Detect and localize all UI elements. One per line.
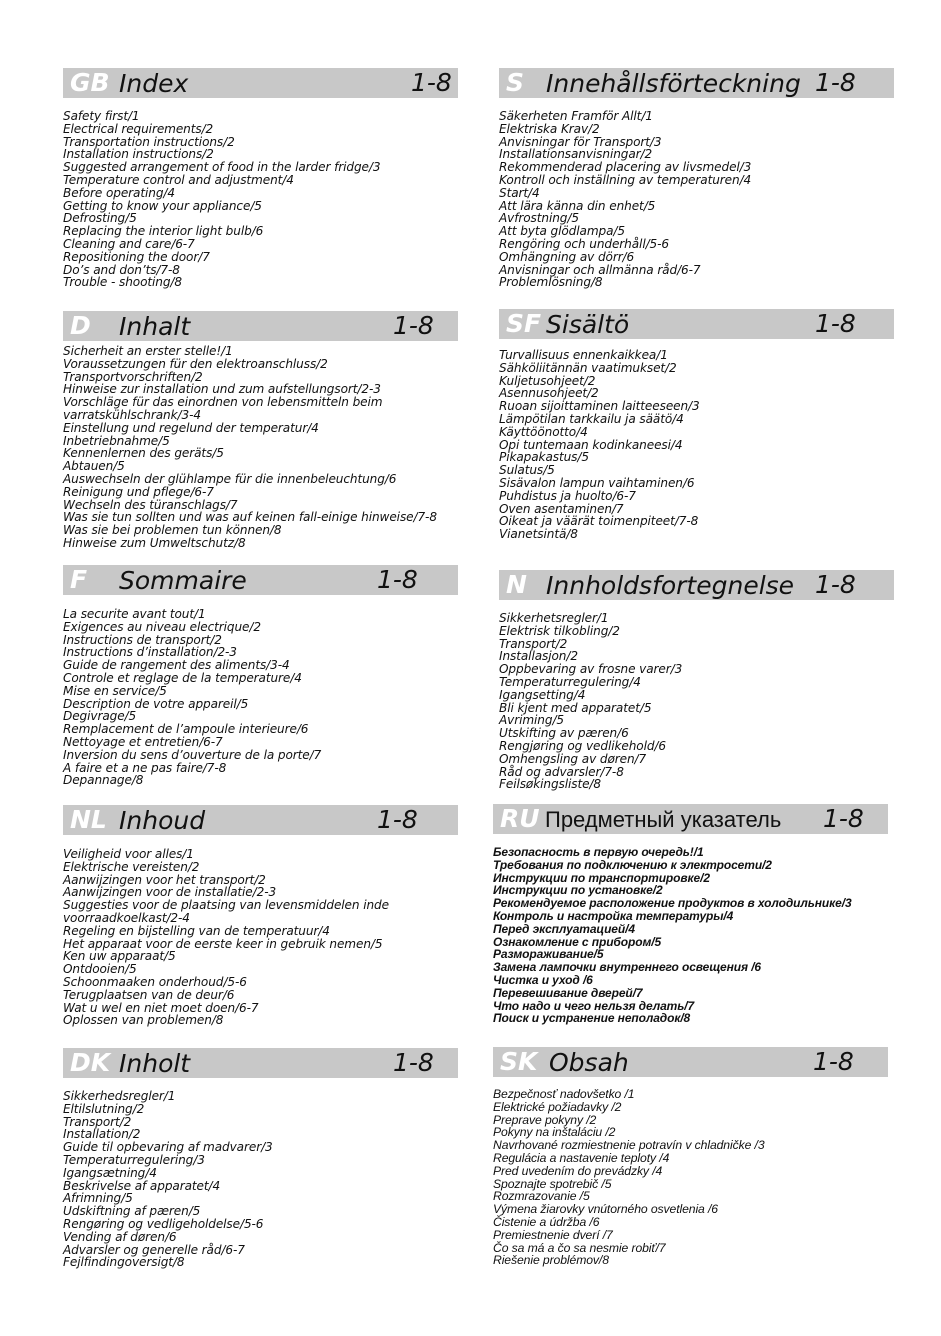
language-code: SK	[500, 1047, 538, 1076]
toc-list	[493, 846, 888, 1025]
page-range: 1-8	[377, 565, 418, 594]
toc-item: Bli kjent med apparatet/5	[499, 700, 652, 715]
toc-item: Description de votre appareil/5	[63, 696, 249, 711]
toc-item: Remplacement de l’ampoule interieure/6	[63, 722, 309, 737]
toc-item: Aanwijzingen voor de installatie/2-3	[63, 885, 277, 900]
toc-item: Kuljetusohjeet/2	[499, 373, 596, 388]
section-sk	[493, 1047, 888, 1267]
toc-item: Vending af døren/6	[63, 1229, 177, 1244]
toc-item: Размораживание/5	[493, 947, 604, 962]
toc-item: Nettoyage et entretien/6-7	[63, 734, 223, 749]
toc-item: Anvisningar för Transport/3	[499, 134, 662, 149]
toc-item: Beskrivelse af apparatet/4	[63, 1178, 221, 1193]
toc-item: Defrosting/5	[63, 211, 137, 226]
toc-item: Auswechseln der glühlampe für die innenbeleuchtung/6	[63, 471, 397, 486]
toc-item: Suggested arrangement of food in the larder fridge/3	[63, 160, 381, 175]
section-header	[63, 311, 458, 341]
toc-item: Bezpečnosť nadovšetko /1	[493, 1087, 635, 1101]
toc-item: Oppbevaring av frosne varer/3	[499, 662, 683, 677]
toc-item: Installasjon/2	[499, 649, 578, 664]
toc-list	[499, 612, 894, 791]
toc-item: Start/4	[499, 185, 540, 200]
toc-item: Rengjøring og vedlikehold/6	[499, 738, 666, 753]
toc-item: Navrhované rozmiestnenie potravín v chladničke /3	[493, 1138, 765, 1153]
toc-item: Rozmrazovanie /5	[493, 1189, 590, 1204]
toc-item: Degivrage/5	[63, 709, 137, 724]
section-dk	[63, 1048, 458, 1269]
toc-item: Vianetsintä/8	[499, 527, 578, 542]
toc-item: Säkerheten Framför Allt/1	[499, 109, 653, 123]
toc-item: Pikapakastus/5	[499, 450, 589, 465]
toc-item: Cleaning and care/6-7	[63, 236, 195, 251]
toc-list	[63, 1090, 458, 1269]
section-s	[499, 68, 894, 289]
toc-item: Sähköliitännän vaatimukset/2	[499, 360, 677, 375]
toc-item: Afrimning/5	[63, 1191, 133, 1206]
section-d	[63, 311, 458, 550]
toc-item: Udskiftning af pæren/5	[63, 1204, 201, 1219]
toc-item: Suggesties voor de plaatsing van levensmiddelen inde	[63, 898, 389, 913]
toc-item: Temperaturregulering/4	[499, 674, 641, 689]
toc-item: Transport/2	[63, 1114, 132, 1129]
toc-item: Замена лампочки внутреннего освещения /6	[493, 960, 762, 975]
page-range: 1-8	[815, 309, 856, 338]
toc-item: Transport/2	[499, 636, 568, 651]
toc-item: Elektrické požiadavky /2	[493, 1099, 622, 1114]
toc-list	[499, 110, 894, 289]
section-header	[499, 570, 894, 600]
toc-item: Oplossen van problemen/8	[63, 1013, 224, 1028]
toc-item: Schoonmaaken onderhoud/5-6	[63, 974, 247, 989]
toc-item: Riešenie problémov/8	[493, 1253, 609, 1268]
toc-item: Kennenlernen des geräts/5	[63, 446, 224, 461]
toc-item: Was sie bei problemen tun können/8	[63, 523, 282, 538]
toc-item: Omhängning av dörr/6	[499, 249, 635, 264]
toc-item: Hinweise zur installation und zum aufstellungsort/2-3	[63, 382, 381, 397]
section-header	[493, 1047, 888, 1077]
toc-item: Что надо и чего нельзя делать/7	[493, 998, 695, 1013]
toc-item: Pokyny na inštaláciu /2	[493, 1125, 616, 1140]
section-title: Inhalt	[119, 312, 191, 341]
toc-item: Terugplaatsen van de deur/6	[63, 987, 235, 1002]
section-nl	[63, 805, 458, 1027]
page-range: 1-8	[393, 1048, 434, 1077]
toc-item: Att lära känna din enhet/5	[499, 198, 656, 213]
toc-item: Чистка и уход /6	[493, 972, 593, 987]
toc-item: Wechseln des türanschlags/7	[63, 497, 238, 512]
toc-item: Rengöring och underhåll/5-6	[499, 236, 670, 251]
toc-item: Требования по подключению к электросети/2	[493, 857, 772, 872]
toc-item: Перевешивание дверей/7	[493, 985, 643, 1000]
toc-item: Controle et reglage de la temperature/4	[63, 670, 302, 685]
toc-item: Replacing the interior light bulb/6	[63, 224, 264, 239]
toc-item: La securite avant tout/1	[63, 607, 206, 621]
toc-item: Asennusohjeet/2	[499, 386, 599, 401]
toc-item: Elektrisk tilkobling/2	[499, 623, 620, 638]
toc-item: Elektrische vereisten/2	[63, 859, 200, 874]
language-code: NL	[70, 805, 107, 834]
section-title: Inholt	[119, 1049, 191, 1078]
toc-item: Čo sa má a čo sa nesmie robiť/7	[493, 1240, 666, 1255]
toc-item: Rekommenderad placering av livsmedel/3	[499, 160, 752, 175]
section-title: Inhoud	[119, 806, 206, 835]
toc-item: varratskühlschrank/3-4	[63, 407, 201, 422]
language-code: SF	[506, 309, 542, 338]
toc-item: Sicherheit an erster stelle!/1	[63, 344, 233, 358]
toc-item: Inversion du sens d’ouverture de la porte/7	[63, 747, 322, 762]
toc-item: Eltilslutning/2	[63, 1101, 145, 1116]
section-title: Sommaire	[119, 566, 247, 595]
toc-item: Igangsætning/4	[63, 1165, 157, 1180]
language-code: N	[506, 570, 527, 599]
toc-item: Výmena žiarovky vnútorného osvetlenia /6	[493, 1202, 718, 1217]
toc-item: Omhengsling av døren/7	[499, 751, 647, 766]
toc-item: Перед эксплуатацией/4	[493, 921, 635, 936]
section-header	[63, 1048, 458, 1078]
toc-list	[63, 345, 458, 550]
toc-item: Trouble - shooting/8	[63, 275, 182, 290]
section-header	[63, 805, 458, 835]
toc-list	[63, 110, 458, 289]
toc-item: Transportation instructions/2	[63, 134, 235, 149]
toc-item: Wat u wel en niet moet doen/6-7	[63, 1000, 259, 1015]
toc-item: A faire et a ne pas faire/7-8	[63, 760, 227, 775]
toc-item: Einstellung und regelund der temperatur/4	[63, 420, 319, 435]
page-range: 1-8	[393, 311, 434, 340]
toc-item: voorraadkoelkast/2-4	[63, 910, 190, 925]
toc-item: Do’s and don’ts/7-8	[63, 262, 180, 277]
language-code: GB	[70, 68, 110, 97]
toc-item: Utskifting av pæren/6	[499, 726, 629, 741]
toc-item: Elektriska Krav/2	[499, 121, 600, 136]
toc-item: Mise en service/5	[63, 683, 167, 698]
toc-item: Puhdistus ja huolto/6-7	[499, 488, 636, 503]
toc-item: Čistenie a údržba /6	[493, 1214, 600, 1229]
toc-item: Guide til opbevaring af madvarer/3	[63, 1140, 273, 1155]
toc-item: Regulácia a nastavenie teploty /4	[493, 1150, 670, 1165]
toc-item: Preprave pokyny /2	[493, 1112, 597, 1127]
language-code: S	[506, 68, 525, 97]
toc-item: Lämpötilan tarkkailu ja säätö/4	[499, 411, 684, 426]
page-range: 1-8	[411, 68, 452, 97]
section-title: Предметный указатель	[545, 807, 782, 832]
toc-item: Igangsetting/4	[499, 687, 586, 702]
toc-item: Sulatus/5	[499, 463, 555, 478]
toc-item: Инструкции по установке/2	[493, 883, 663, 898]
toc-item: Voraussetzungen für den elektroanschluss/2	[63, 356, 328, 371]
toc-item: Ontdooien/5	[63, 962, 137, 977]
toc-item: Electrical requirements/2	[63, 121, 214, 136]
toc-item: Turvallisuus ennenkaikkea/1	[499, 348, 668, 362]
toc-item: Инструкции по транспортировке/2	[493, 870, 710, 885]
toc-item: Безопасность в первую очередь!/1	[493, 845, 704, 859]
page-range: 1-8	[823, 804, 864, 833]
toc-item: Installationsanvisningar/2	[499, 147, 653, 162]
section-title: Index	[119, 69, 189, 98]
toc-list	[499, 349, 894, 541]
toc-item: Safety first/1	[63, 109, 140, 123]
page-range: 1-8	[813, 1047, 854, 1076]
toc-item: Exigences au niveau electrique/2	[63, 619, 261, 634]
toc-item: Контроль и настройка температуры/4	[493, 908, 734, 923]
section-header	[499, 309, 894, 339]
toc-item: Inbetriebnahme/5	[63, 433, 170, 448]
toc-item: Oven asentaminen/7	[499, 501, 624, 516]
section-header	[63, 565, 458, 595]
toc-item: Fejlfindingoversigt/8	[63, 1255, 185, 1270]
toc-item: Instructions d’installation/2-3	[63, 645, 237, 660]
section-title: Innholdsfortegnelse	[546, 571, 795, 600]
toc-item: Поиск и устранение неполадок/8	[493, 1011, 691, 1026]
language-code: DK	[70, 1048, 111, 1077]
language-code: RU	[500, 804, 540, 833]
toc-item: Guide de rangement des aliments/3-4	[63, 658, 290, 673]
section-gb	[63, 68, 458, 289]
toc-item: Before operating/4	[63, 185, 175, 200]
section-ru	[493, 804, 888, 1025]
toc-item: Anvisningar och allmänna råd/6-7	[499, 262, 701, 277]
section-title: Innehållsförteckning	[546, 69, 801, 98]
section-header	[499, 68, 894, 98]
toc-item: Avfrostning/5	[499, 211, 579, 226]
toc-item: Råd og advarsler/7-8	[499, 764, 624, 779]
toc-item: Was sie tun sollten und was auf keinen fall-einige hinweise/7-8	[63, 510, 437, 525]
toc-item: Depannage/8	[63, 773, 144, 788]
toc-item: Abtauen/5	[63, 459, 125, 474]
toc-item: Att byta glödlampa/5	[499, 224, 625, 239]
toc-item: Hinweise zum Umweltschutz/8	[63, 535, 246, 550]
section-n	[499, 570, 894, 791]
language-code: D	[70, 311, 91, 340]
toc-item: Transportvorschriften/2	[63, 369, 203, 384]
toc-item: Problemlösning/8	[499, 275, 603, 290]
toc-item: Advarsler og generelle råd/6-7	[63, 1242, 245, 1257]
toc-item: Reinigung und pflege/6-7	[63, 484, 214, 499]
section-header	[63, 68, 458, 98]
section-f	[63, 565, 458, 787]
toc-item: Sikkerhetsregler/1	[499, 611, 609, 625]
page-range: 1-8	[377, 805, 418, 834]
toc-item: Opi tuntemaan kodinkaneesi/4	[499, 437, 683, 452]
language-code: F	[70, 565, 88, 594]
toc-item: Aanwijzingen voor het transport/2	[63, 872, 266, 887]
toc-item: Рекомендуемое расположение продуктов в холодильнике/3	[493, 896, 852, 911]
toc-item: Installation instructions/2	[63, 147, 214, 162]
toc-item: Temperaturregulering/3	[63, 1152, 205, 1167]
toc-item: Ruoan sijoittaminen laitteeseen/3	[499, 399, 700, 414]
toc-list	[63, 848, 458, 1027]
toc-item: Installation/2	[63, 1127, 141, 1142]
toc-item: Repositioning the door/7	[63, 249, 210, 264]
toc-item: Sikkerhedsregler/1	[63, 1089, 176, 1103]
section-header	[493, 804, 888, 834]
toc-item: Instructions de transport/2	[63, 632, 222, 647]
toc-item: Oikeat ja väärät toimenpiteet/7-8	[499, 514, 699, 529]
toc-item: Spoznajte spotrebič /5	[493, 1176, 612, 1191]
section-sf	[499, 309, 894, 541]
toc-list	[63, 608, 458, 787]
toc-item: Pred uvedením do prevádzky /4	[493, 1163, 663, 1178]
toc-item: Veiligheid voor alles/1	[63, 847, 194, 861]
toc-item: Vorschläge für das einordnen von lebensmitteln beim	[63, 395, 383, 410]
page-range: 1-8	[815, 570, 856, 599]
toc-item: Avriming/5	[499, 713, 565, 728]
toc-item: Rengøring og vedligeholdelse/5-6	[63, 1216, 264, 1231]
page-range: 1-8	[815, 68, 856, 97]
toc-list	[493, 1088, 888, 1267]
toc-item: Kontroll och inställning av temperaturen/4	[499, 172, 752, 187]
toc-item: Ознакомление с прибором/5	[493, 934, 662, 949]
section-title: Sisältö	[546, 310, 630, 339]
toc-item: Sisävalon lampun vaihtaminen/6	[499, 475, 695, 490]
toc-item: Regeling en bijstelling van de temperatuur/4	[63, 923, 330, 938]
toc-item: Käyttöönotto/4	[499, 424, 588, 439]
toc-item: Premiestnenie dverí /7	[493, 1227, 613, 1242]
toc-item: Getting to know your appliance/5	[63, 198, 262, 213]
toc-item: Temperature control and adjustment/4	[63, 172, 294, 187]
toc-item: Ken uw apparaat/5	[63, 949, 176, 964]
toc-item: Feilsøkingsliste/8	[499, 777, 601, 792]
section-title: Obsah	[549, 1048, 629, 1077]
toc-item: Het apparaat voor de eerste keer in gebruik nemen/5	[63, 936, 383, 951]
